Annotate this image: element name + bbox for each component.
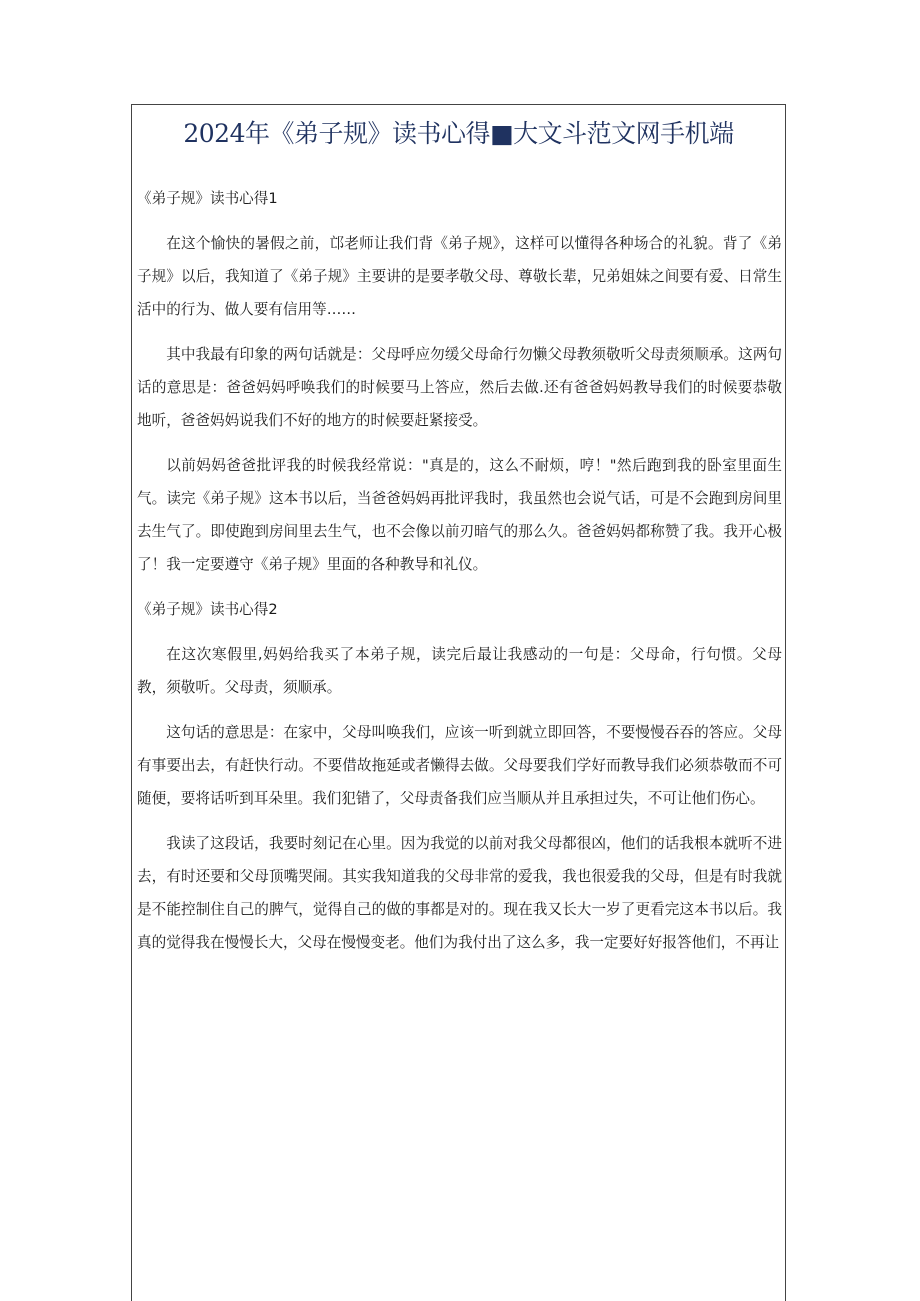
paragraph: 这句话的意思是：在家中，父母叫唤我们，应该一听到就立即回答，不要慢慢吞吞的答应。父母有事要出去，有赶快行动。不要借故拖延或者懒得去做。父母要我们学好而教导我们必须恭敬而不可随便，要将话听到耳朵里。我们犯错了，父母责备我们应当顺从并且承担过失，不可让他们伤心。 — [137, 724, 782, 807]
paragraph: 我读了这段话，我要时刻记在心里。因为我觉的以前对我父母都很凶，他们的话我根本就听不进去，有时还要和父母顶嘴哭闹。其实我知道我的父母非常的爱我，我也很爱我的父母，但是有时我就是不能控制住自己的脾气，觉得自己的做的事都是对的。现在我又长大一岁了更看完这本书以后。我真的觉得我在慢慢长大，父母在慢慢变老。他们为我付出了这么多，我一定要好好报答他们，不再让 — [137, 835, 782, 951]
section-heading: 《弟子规》读书心得1 — [137, 190, 278, 207]
article-body — [137, 182, 782, 971]
paragraph: 在这个愉快的暑假之前，邙老师让我们背《弟子规》，这样可以懂得各种场合的礼貌。背了《弟子规》以后，我知道了《弟子规》主要讲的是要孝敬父母、尊敬长辈，兄弟姐妹之间要有爱、日常生活中的行为、做人要有信用等…… — [137, 235, 782, 318]
page-title: 2024年《弟子规》读书心得■大文斗范文网手机端 — [183, 119, 734, 148]
paragraph: 其中我最有印象的两句话就是：父母呼应勿缓父母命行勿懒父母教须敬听父母责须顺承。这两句话的意思是：爸爸妈妈呼唤我们的时候要马上答应，然后去做.还有爸爸妈妈教导我们的时候要恭敬地听，爸爸妈妈说我们不好的地方的时候要赶紧接受。 — [137, 346, 782, 429]
paragraph: 在这次寒假里,妈妈给我买了本弟子规，读完后最让我感动的一句是：父母命，行句惯。父母教，须敬听。父母责，须顺承。 — [137, 646, 782, 696]
section-heading: 《弟子规》读书心得2 — [137, 601, 278, 618]
paragraph: 以前妈妈爸爸批评我的时候我经常说："真是的，这么不耐烦，哼！"然后跑到我的卧室里面生气。读完《弟子规》这本书以后，当爸爸妈妈再批评我时，我虽然也会说气话，可是不会跑到房间里去生气了。即使跑到房间里去生气，也不会像以前刃暗气的那么久。爸爸妈妈都称赞了我。我开心极了！我一定要遵守《弟子规》里面的各种教导和礼仪。 — [137, 457, 782, 573]
